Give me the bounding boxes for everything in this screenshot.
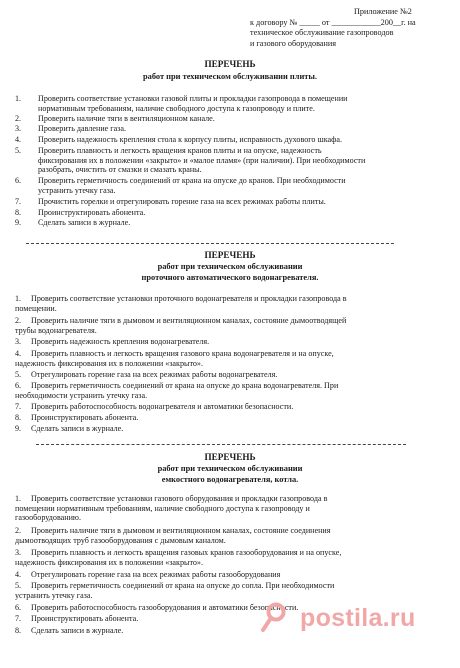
appendix-line-2: техническое обслуживание газопроводов [250, 28, 394, 38]
appendix-header [250, 7, 454, 49]
appendix-line-1: к договору № _____ от ____________200__г. на [250, 17, 416, 27]
section-tank-heater [0, 452, 460, 485]
section-subtitle-line-2: проточного автоматического водонагревателя. [141, 272, 319, 282]
section-subtitle: работ при техническом обслуживании плиты. [142, 72, 318, 81]
section-instant-heater [0, 250, 460, 283]
section-divider [26, 243, 394, 244]
appendix-line-3: и газового оборудования [250, 38, 336, 48]
section-title: ПЕРЕЧЕНЬ [204, 452, 256, 462]
appendix-title: Приложение №2 [354, 7, 412, 16]
section-subtitle-line-1: работ при техническом обслуживании [157, 464, 303, 473]
watermark-text: postila.ru [300, 604, 416, 632]
section-title: ПЕРЕЧЕНЬ [204, 250, 256, 260]
section-divider [36, 444, 406, 445]
section-subtitle-line-2: емкостного водонагревателя, котла. [161, 474, 299, 484]
document-page: Приложение №2 к договору № _____ от ____________200__г. на техническое обслуживание газопроводов и газового оборудования ПЕРЕЧЕНЬ работ при техническом обслуживании плиты. 1. Проверить соответствие установки газовой плиты и прокладки газопровода в помещении нормативным требованиям, наличие свободного доступа к газопроводу и плите. 2. Проверить наличие тяги в вентиляционном канале. 3. Проверить давление газа. 4. Проверить надежность крепления стола к корпусу плиты, исправность духового шкафа. 5. Проверить плавность и легкость вращения кранов плиты и на опуске, надежность фиксирования их в положении «закрыто» и «малое пламя» (при наличии). При необходимости разобрать, очистить от смазки и смазать краны. 6. Проверить герметичность соединений от крана на опуске до кранов. При необходимости устранить утечку газа. 7. Прочистить горелки и отрегулировать горение газа на всех режимах работы плиты. 8. Проинструктировать абонента. 9. Сделать записи в журнале. ПЕРЕЧЕНЬ работ при техническом обслуживании проточного автоматического водонагревателя. 1. Проверить соответствие установки проточного водонагревателя и прокладки газопровода в помещении. 2. Проверить наличие тяги в дымовом и вентиляционном каналах, состояние дымоотводящей трубы водонагревателя. 3. Проверить надежность крепления водонагревателя. 4. Проверить плавность и легкость вращения газового крана водонагревателя и на опуске, надежность фиксирования их в положении «закрыто». 5. Отрегулировать горение газа на всех режимах работы водонагревателя. 6. Проверить герметичность соединений от крана на опуске до крана водонагревателя. При необходимости устранить утечку газа. 7. Проверить работоспособность водонагревателя и автоматики безопасности. 8. Проинструктировать абонента. 9. Сделать записи в журнале. ПЕРЕЧЕНЬ работ при техническом обслуживании емкостного водонагревателя, котла. 1. Проверить соответствие установки газового оборудования и прокладки газопровода в помещении нормативным требованиям, наличие свободного доступа к газопроводу и газооборудованию. 2. Проверить наличие тяги в дымовом и вентиляционном каналах, состояние соединения дымоотводящих труб газооборудования с дымовым каналом. 3. Проверить плавность и легкость вращения газовых кранов газооборудования и на опуске, надежность фиксирования их в положении «закрыто». 4. Отрегулировать горение газа на всех режимах работы газооборудования 5. Проверить герметичность соединений от крана на опуске до сопла. При необходимости устранить утечку газа. 6. Проверить работоспособность газооборудования и автоматики безопасности. 7. Проинструктировать абонента. 8. Сделать записи в журнале. postila.ru [0, 0, 460, 668]
pin-icon [258, 600, 292, 634]
section-subtitle-line-1: работ при техническом обслуживании [157, 262, 303, 271]
section-title: ПЕРЕЧЕНЬ [204, 59, 256, 69]
section-stove [0, 59, 460, 83]
